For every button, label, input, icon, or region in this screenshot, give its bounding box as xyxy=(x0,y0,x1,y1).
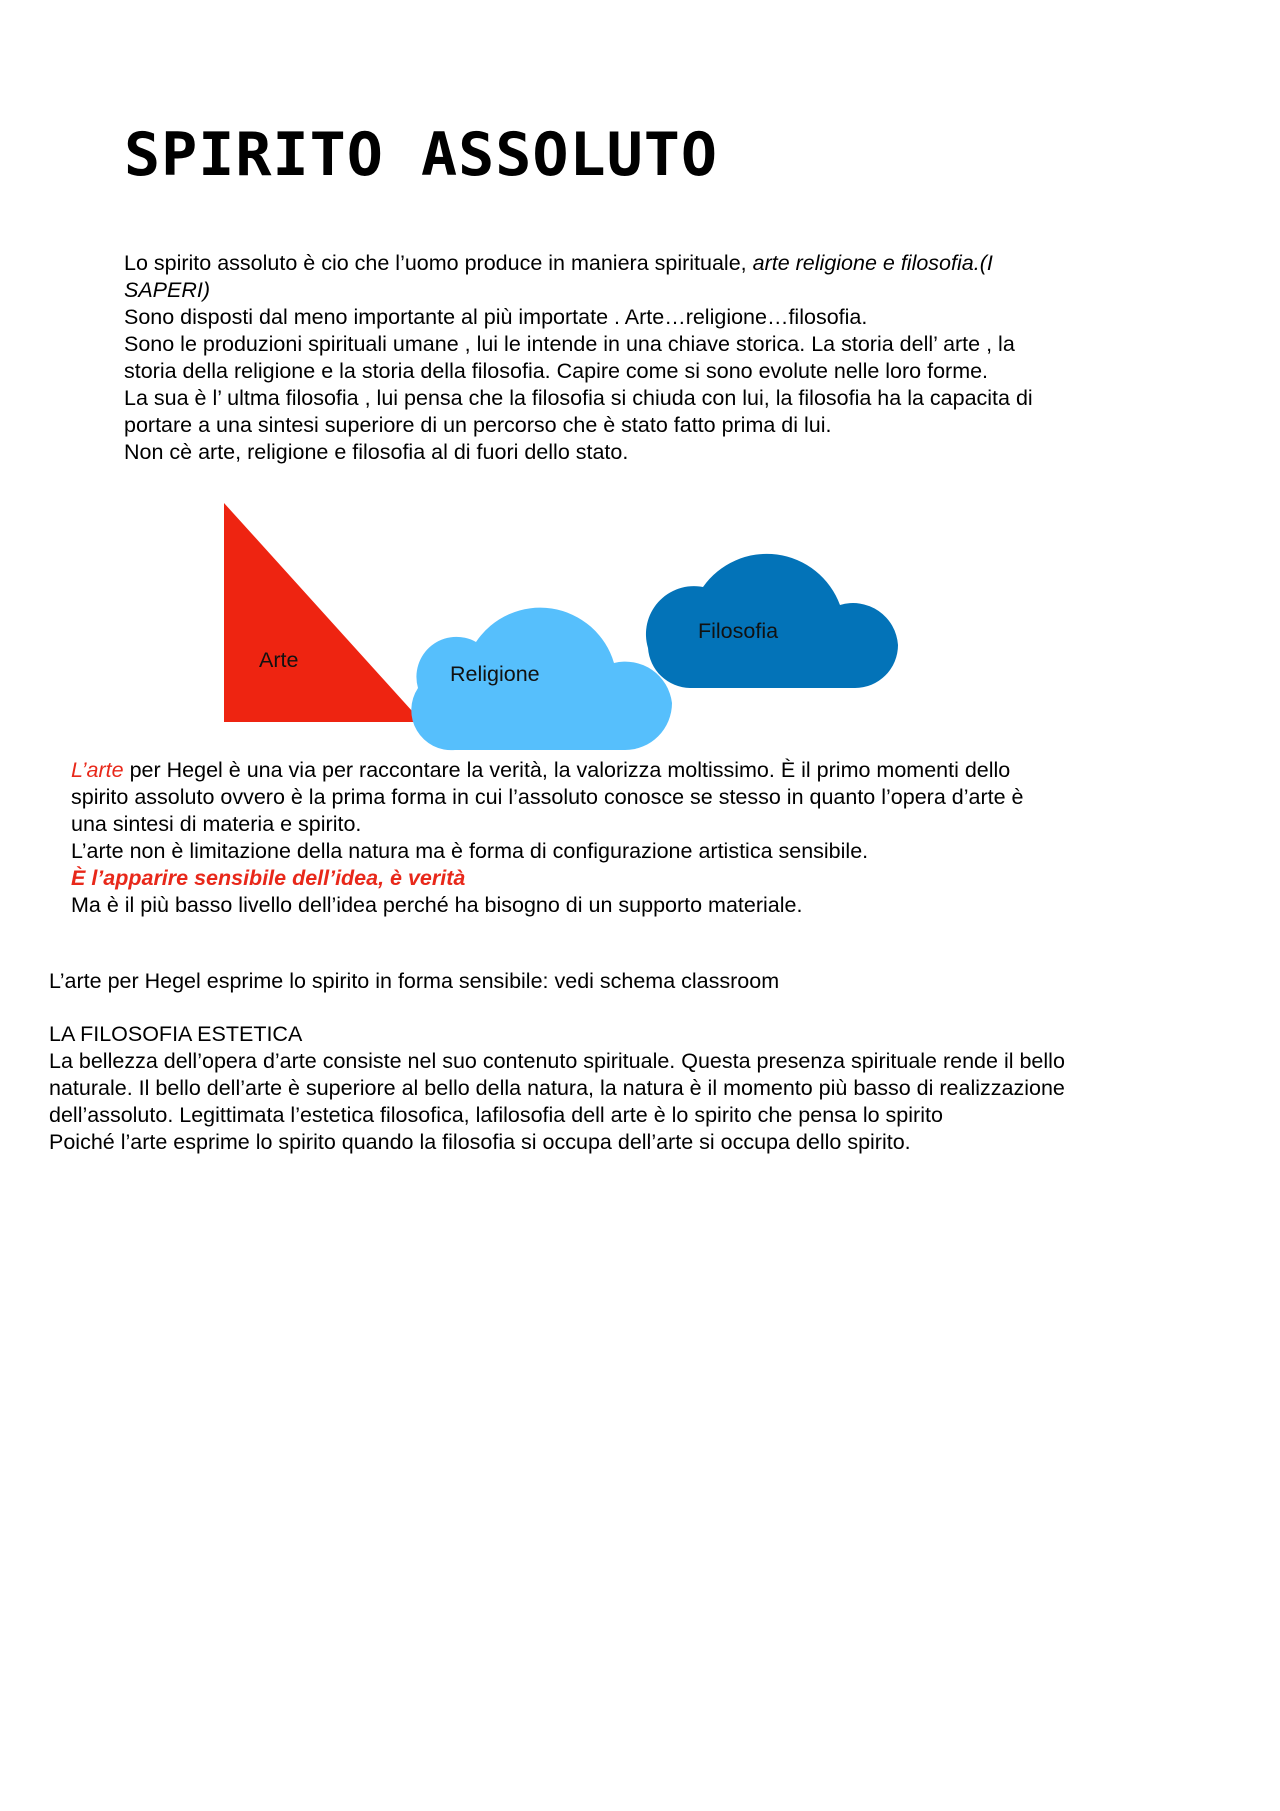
arte-line-last: Ma è il più basso livello dell’idea perché ha bisogno di un supporto materiale. xyxy=(71,893,803,917)
arte-label: Arte xyxy=(259,648,299,672)
estetica-section xyxy=(49,1021,1229,1156)
intro-line: Sono disposti dal meno importante al più importate . Arte…religione…filosofia. xyxy=(124,305,868,329)
intro-line-1-text: Lo spirito assoluto è cio che l’uomo produce in maniera spirituale, xyxy=(124,251,753,275)
intro-line: La sua è l’ ultma filosofia , lui pensa che la filosofia si chiuda con lui, la filosofia ha la capacita di xyxy=(124,386,1033,410)
intro-line-1-italic: arte religione e filosofia.(I xyxy=(752,251,993,275)
intro-line: portare a una sintesi superiore di un percorso che è stato fatto prima di lui. xyxy=(124,413,832,437)
arte-paragraph xyxy=(71,757,1181,919)
intro-line: Non cè arte, religione e filosofia al di fuori dello stato. xyxy=(124,440,629,464)
arte-line: una sintesi di materia e spirito. xyxy=(71,812,362,836)
arte-line: L’arte non è limitazione della natura ma è forma di configurazione artistica sensibile. xyxy=(71,839,869,863)
estetica-line: La bellezza dell’opera d’arte consiste nel suo contenuto spirituale. Questa presenza spirituale rende il bello xyxy=(49,1049,1065,1073)
religione-label: Religione xyxy=(450,662,540,686)
arte-line-1 xyxy=(71,757,1181,784)
intro-line: Sono le produzioni spirituali umane , lui le intende in una chiave storica. La storia dell’ arte , la xyxy=(124,332,1015,356)
page-title: SPIRITO ASSOLUTO xyxy=(124,120,718,190)
estetica-line: Poiché l’arte esprime lo spirito quando la filosofia si occupa dell’arte si occupa dello spirito. xyxy=(49,1130,911,1154)
arte-line: spirito assoluto ovvero è la prima forma in cui l’assoluto conosce se stesso in quanto l’opera d’arte è xyxy=(71,785,1024,809)
arte-line-1-text: per Hegel è una via per raccontare la verità, la valorizza moltissimo. È il primo momenti dello xyxy=(123,758,1011,782)
intro-line: storia della religione e la storia della filosofia. Capire come si sono evolute nelle loro forme. xyxy=(124,359,989,383)
arte-lead: L’arte xyxy=(71,758,124,782)
estetica-line: naturale. Il bello dell’arte è superiore al bello della natura, la natura è il momento più basso di realizzazione xyxy=(49,1076,1065,1100)
schema-note xyxy=(49,968,1229,995)
arte-triangle xyxy=(224,503,422,722)
schema-note-text: L’arte per Hegel esprime lo spirito in forma sensibile: vedi schema classroom xyxy=(49,969,780,993)
saperi-diagram xyxy=(0,0,1280,760)
intro-line-2: SAPERI) xyxy=(124,278,211,302)
estetica-line: dell’assoluto. Legittimata l’estetica filosofica, lafilosofia dell arte è lo spirito che pensa lo spirito xyxy=(49,1103,943,1127)
filosofia-label: Filosofia xyxy=(698,619,779,643)
estetica-heading: LA FILOSOFIA ESTETICA xyxy=(49,1022,303,1046)
arte-highlight: È l’apparire sensibile dell’idea, è verità xyxy=(71,866,466,890)
